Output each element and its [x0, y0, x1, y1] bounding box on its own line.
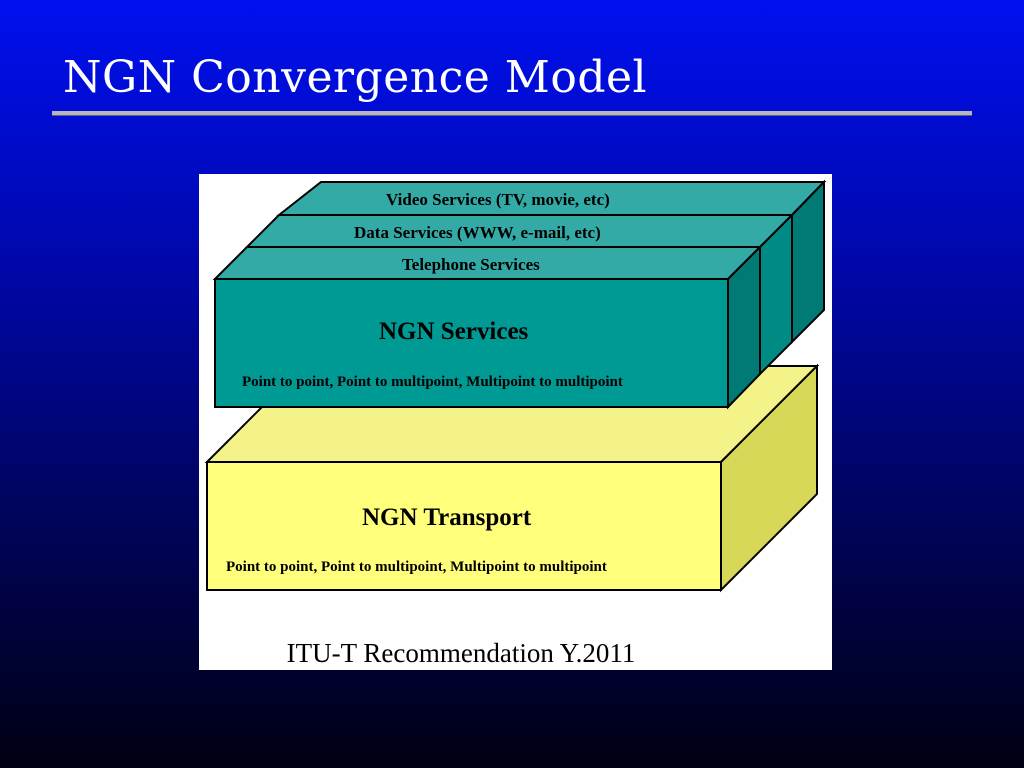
- transport-title: NGN Transport: [362, 504, 532, 531]
- convergence-diagram: [199, 174, 832, 670]
- slide-title: NGN Convergence Model: [63, 52, 648, 103]
- telephone-services-label: Telephone Services: [402, 255, 540, 274]
- diagram-shapes: [199, 174, 832, 670]
- transport-subtitle: Point to point, Point to multipoint, Multipoint to multipoint: [226, 559, 607, 575]
- figure-caption: ITU-T Recommendation Y.2011: [286, 638, 636, 668]
- data-services-label: Data Services (WWW, e-mail, etc): [354, 223, 601, 242]
- title-divider: [52, 111, 972, 115]
- services-subtitle: Point to point, Point to multipoint, Multipoint to multipoint: [242, 374, 623, 390]
- services-title: NGN Services: [379, 318, 529, 345]
- video-services-label: Video Services (TV, movie, etc): [386, 190, 610, 209]
